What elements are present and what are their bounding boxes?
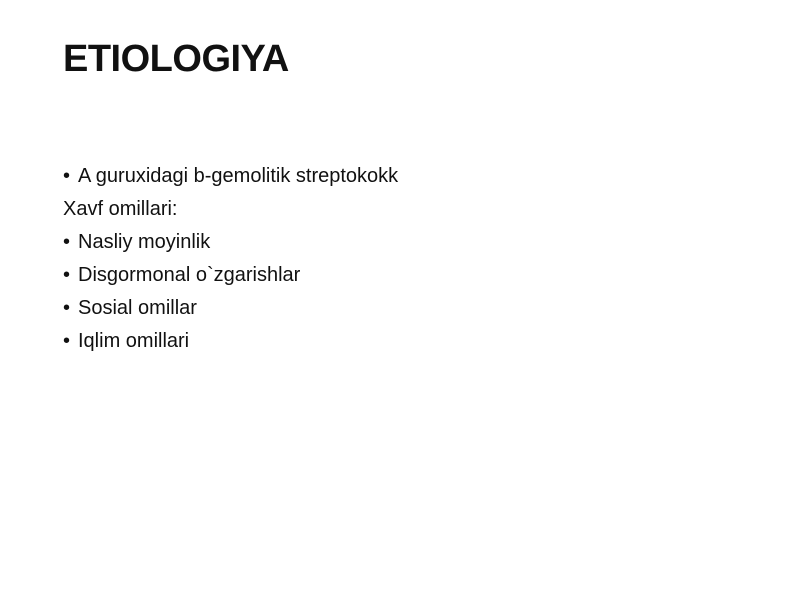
list-item bbox=[63, 325, 763, 358]
section-label bbox=[63, 193, 763, 226]
bullet-marker: • bbox=[63, 297, 71, 319]
list-item bbox=[63, 259, 763, 292]
list-item-text: Nasliy moyinlik bbox=[78, 231, 211, 253]
list-item bbox=[63, 292, 763, 325]
bullet-marker: • bbox=[63, 264, 71, 286]
bullet-marker: • bbox=[63, 330, 71, 352]
list-item bbox=[63, 160, 763, 193]
bullet-marker: • bbox=[63, 165, 71, 187]
list-item-text: A guruxidagi b-gemolitik streptokokk bbox=[78, 165, 399, 187]
list-item-text: Iqlim omillari bbox=[78, 330, 190, 352]
bullet-marker: • bbox=[63, 231, 71, 253]
section-label-text: Xavf omillari: bbox=[63, 198, 178, 220]
list-item-text: Disgormonal o`zgarishlar bbox=[78, 264, 301, 286]
slide-body bbox=[63, 160, 763, 358]
list-item bbox=[63, 226, 763, 259]
slide-title: ETIOLOGIYA bbox=[63, 38, 289, 80]
list-item-text: Sosial omillar bbox=[78, 297, 197, 319]
